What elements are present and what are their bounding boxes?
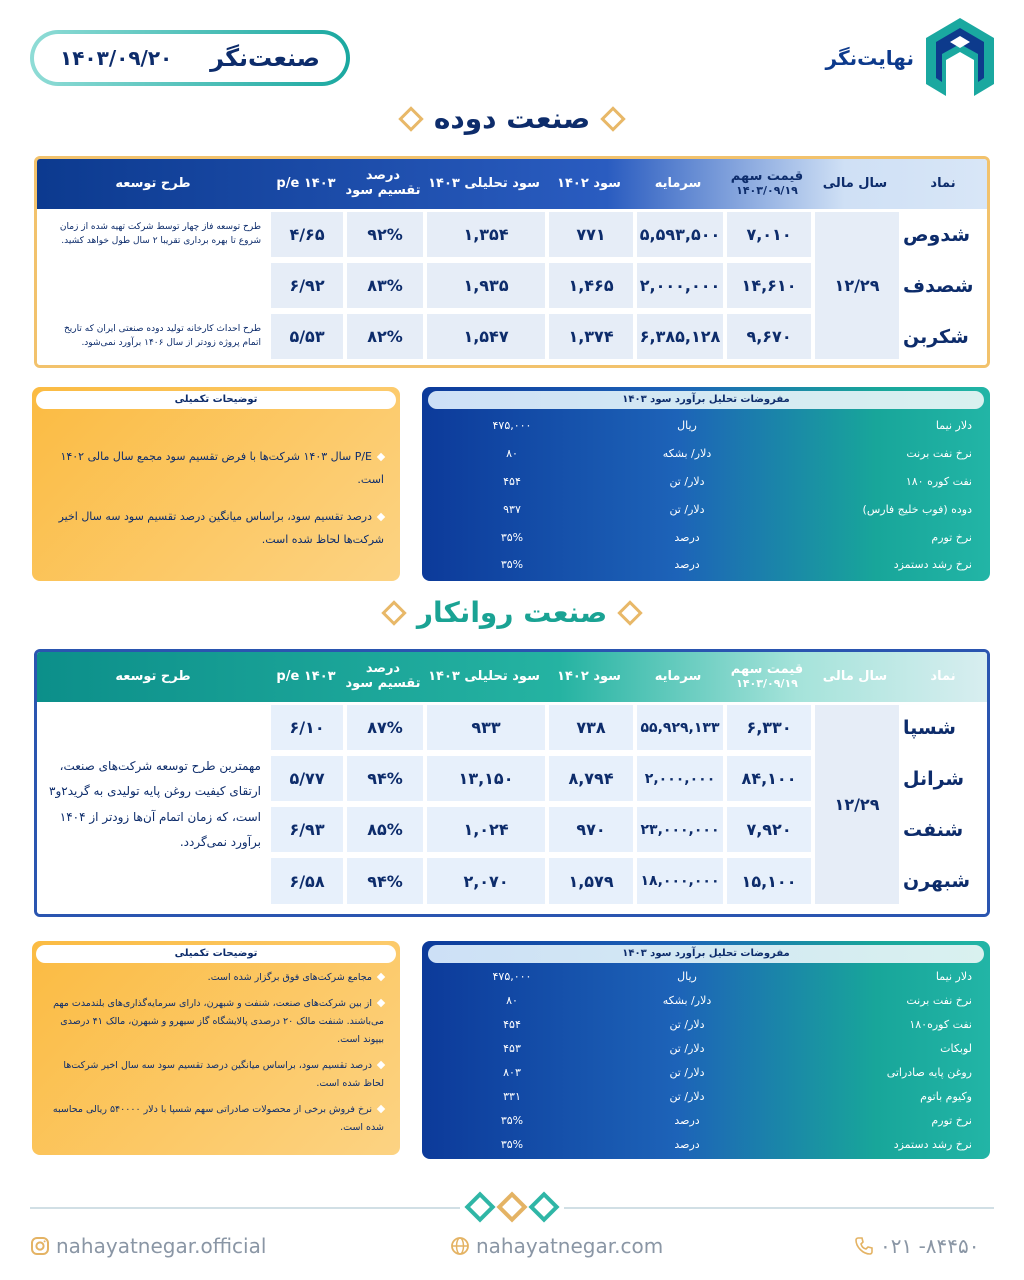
assumptions-box-2 <box>422 941 990 1159</box>
bullet-icon <box>377 999 385 1007</box>
price-cell: ۸۴,۱۰۰ <box>727 756 811 804</box>
price-cell: ۷,۹۲۰ <box>727 807 811 855</box>
dividend-cell: ۸۲% <box>347 314 423 362</box>
col-fiscal-year: سال مالی <box>822 175 888 191</box>
footer-website[interactable] <box>450 1234 663 1258</box>
col-capital: سرمایه <box>654 175 702 191</box>
assumption-value: ۴۵۴ <box>503 1017 521 1031</box>
assumption-row <box>422 468 990 494</box>
plan-cell <box>41 263 267 311</box>
assumption-value: ۳۵% <box>500 1137 524 1151</box>
profit-1402-cell: ۱,۴۶۵ <box>549 263 633 311</box>
assumption-label: دلار نیما <box>935 969 972 983</box>
assumption-row <box>422 1059 990 1085</box>
assumption-label: نفت کوره۱۸۰ <box>909 1017 972 1031</box>
section2-title <box>0 596 1024 629</box>
assumptions-box-1 <box>422 387 990 581</box>
assumption-unit: دلار/ تن <box>669 1065 705 1079</box>
analytic-profit-cell: ۹۳۳ <box>427 705 545 753</box>
dividend-cell: ۹۴% <box>347 858 423 907</box>
profit-1402-cell: ۱,۵۷۹ <box>549 858 633 907</box>
assumption-row <box>422 524 990 550</box>
note-text: مجامع شرکت‌های فوق برگزار شده است. <box>207 972 372 983</box>
assumption-value: ۳۵% <box>500 530 524 544</box>
brand <box>800 14 1000 102</box>
note-item <box>44 1057 388 1093</box>
assumption-row <box>422 1107 990 1133</box>
diamond-icon <box>617 600 642 625</box>
symbol-cell: شبهرن <box>903 858 987 907</box>
assumption-row <box>422 440 990 466</box>
diamond-icon <box>398 106 423 131</box>
pe-cell: ۶/۹۲ <box>271 263 343 311</box>
assumption-row <box>422 987 990 1013</box>
phone-icon <box>854 1236 874 1256</box>
assumption-label: نرخ تورم <box>931 1113 972 1127</box>
profit-1402-cell: ۱,۳۷۴ <box>549 314 633 362</box>
bullet-icon <box>377 453 385 461</box>
note-text: درصد تقسیم سود، براساس میانگین درصد تقسیم سود سه سال اخیر شرکت‌ها لحاظ شده است. <box>58 510 384 547</box>
analytic-profit-cell: ۲,۰۷۰ <box>427 858 545 907</box>
profit-1402-cell: ۸,۷۹۴ <box>549 756 633 804</box>
col-fiscal-year: سال مالی <box>822 668 888 684</box>
assumption-row <box>422 496 990 522</box>
assumption-value: ۹۳۷ <box>503 502 521 516</box>
note-item <box>44 1101 388 1137</box>
phone-number[interactable]: ۰۲۱ -۸۴۴۵۰ <box>880 1234 980 1258</box>
title-pill <box>30 30 350 86</box>
footer-divider <box>564 1207 994 1209</box>
assumption-label: نفت کوره ۱۸۰ <box>905 474 972 488</box>
analytic-profit-cell: ۱,۰۲۴ <box>427 807 545 855</box>
table-body <box>37 209 987 365</box>
assumptions-title: مفروضات تحلیل برآورد سود ۱۴۰۳ <box>428 391 984 409</box>
assumption-label: نرخ نفت برنت <box>906 993 972 1007</box>
assumption-value: ۴۵۳ <box>503 1041 521 1055</box>
assumption-unit: دلار/ تن <box>669 1041 705 1055</box>
dividend-cell: ۸۳% <box>347 263 423 311</box>
notes-title: توضیحات تکمیلی <box>36 945 396 963</box>
col-profit-1402: سود ۱۴۰۲ <box>557 175 621 191</box>
assumption-value: ۳۵% <box>500 1113 524 1127</box>
notes-box-2 <box>32 941 400 1155</box>
assumption-row <box>422 1011 990 1037</box>
assumption-unit: درصد <box>674 1137 700 1151</box>
assumption-unit: درصد <box>674 530 700 544</box>
table-header <box>37 652 987 702</box>
instagram-icon <box>30 1236 50 1256</box>
col-capital: سرمایه <box>654 668 702 684</box>
capital-cell: ۵۵,۹۲۹,۱۳۳ <box>637 705 723 753</box>
pe-cell: ۶/۹۳ <box>271 807 343 855</box>
symbol-cell: شرانل <box>903 756 987 804</box>
capital-cell: ۲,۰۰۰,۰۰۰ <box>637 756 723 804</box>
assumption-value: ۳۳۱ <box>503 1089 521 1103</box>
plan-cell: طرح توسعه فاز چهار توسط شرکت تهیه شده از زمان شروع تا بهره برداری تقریبا ۲ سال طول خواهد کشید. <box>41 212 267 260</box>
bullet-icon <box>377 973 385 981</box>
assumption-label: دوده (فوب خلیج فارس) <box>862 502 972 516</box>
assumption-unit: دلار/ تن <box>669 502 705 516</box>
price-cell: ۷,۰۱۰ <box>727 212 811 260</box>
note-item <box>44 445 388 491</box>
symbol-cell: شنفت <box>903 807 987 855</box>
assumption-label: روغن پایه صادراتی <box>886 1065 972 1079</box>
assumption-unit: ریال <box>677 969 697 983</box>
fiscal-year-cell: ۱۲/۲۹ <box>815 705 899 907</box>
bullet-icon <box>377 1061 385 1069</box>
symbol-cell: شدوص <box>903 212 987 260</box>
capital-cell: ۱۸,۰۰۰,۰۰۰ <box>637 858 723 907</box>
fiscal-year-cell: ۱۲/۲۹ <box>815 212 899 362</box>
symbol-cell: شصدف <box>903 263 987 311</box>
capital-cell: ۲,۰۰۰,۰۰۰ <box>637 263 723 311</box>
price-cell: ۹,۶۷۰ <box>727 314 811 362</box>
assumption-value: ۴۵۴ <box>503 474 521 488</box>
col-analytic-profit: سود تحلیلی ۱۴۰۳ <box>428 175 540 191</box>
note-text: P/E سال ۱۴۰۳ شرکت‌ها با فرض تقسیم سود مجمع سال مالی ۱۴۰۲ است. <box>60 450 384 487</box>
col-price-label: قیمت سهم <box>730 169 804 185</box>
note-item <box>44 995 388 1049</box>
capital-cell: ۵,۵۹۳,۵۰۰ <box>637 212 723 260</box>
profit-1402-cell: ۷۳۸ <box>549 705 633 753</box>
page-date: ۱۴۰۳/۰۹/۲۰ <box>60 46 173 70</box>
note-text: نرخ فروش برخی از محصولات صادراتی سهم شسپا با دلار ۵۴۰۰۰۰ ریالی محاسبه شده است. <box>52 1104 384 1134</box>
assumption-row <box>422 1035 990 1061</box>
pe-cell: ۵/۷۷ <box>271 756 343 804</box>
col-profit-1402: سود ۱۴۰۲ <box>557 668 621 684</box>
assumption-unit: دلار/ بشکه <box>662 446 712 460</box>
capital-cell: ۲۳,۰۰۰,۰۰۰ <box>637 807 723 855</box>
website-link[interactable]: nahayatnegar.com <box>476 1234 664 1258</box>
assumption-label: نرخ رشد دستمزد <box>893 557 972 571</box>
brand-logo-icon <box>920 14 1000 102</box>
assumption-row <box>422 1083 990 1109</box>
table-header <box>37 159 987 209</box>
assumption-unit: دلار/ بشکه <box>662 993 712 1007</box>
col-price <box>723 652 811 702</box>
col-analytic-profit: سود تحلیلی ۱۴۰۳ <box>428 668 540 684</box>
profit-1402-cell: ۷۷۱ <box>549 212 633 260</box>
pe-cell: ۶/۱۰ <box>271 705 343 753</box>
analytic-profit-cell: ۱,۹۳۵ <box>427 263 545 311</box>
section1-title-text: صنعت دوده <box>433 102 591 135</box>
assumptions-title: مفروضات تحلیل برآورد سود ۱۴۰۳ <box>428 945 984 963</box>
assumption-value: ۴۷۵,۰۰۰ <box>492 969 532 983</box>
profit-1402-cell: ۹۷۰ <box>549 807 633 855</box>
assumption-value: ۸۰۳ <box>503 1065 521 1079</box>
assumption-row <box>422 412 990 438</box>
capital-cell: ۶,۳۸۵,۱۲۸ <box>637 314 723 362</box>
assumption-row <box>422 963 990 989</box>
dividend-cell: ۹۴% <box>347 756 423 804</box>
table-carbon-black <box>34 156 990 368</box>
diamond-icon <box>381 600 406 625</box>
footer-divider <box>30 1207 460 1209</box>
assumption-value: ۸۰ <box>506 446 518 460</box>
col-plan: طرح توسعه <box>115 175 191 191</box>
footer-phone[interactable] <box>854 1234 980 1258</box>
section1-title <box>0 102 1024 135</box>
assumption-row <box>422 1131 990 1157</box>
assumption-label: دلار نیما <box>935 418 972 432</box>
notes-box-1 <box>32 387 400 581</box>
notes-title: توضیحات تکمیلی <box>36 391 396 409</box>
note-item <box>44 969 388 987</box>
note-text: درصد تقسیم سود، براساس میانگین درصد تقسیم سود سه سال اخیر شرکت‌ها لحاظ شده است. <box>63 1060 384 1090</box>
assumption-label: لوبکات <box>940 1041 972 1055</box>
bullet-icon <box>377 513 385 521</box>
pe-cell: ۴/۶۵ <box>271 212 343 260</box>
col-dividend: درصد تقسیم سود <box>345 168 421 198</box>
col-dividend: درصد تقسیم سود <box>345 661 421 691</box>
assumption-label: وکیوم باتوم <box>920 1089 972 1103</box>
instagram-handle[interactable]: nahayatnegar.official <box>56 1234 267 1258</box>
col-plan: طرح توسعه <box>115 668 191 684</box>
analytic-profit-cell: ۱,۵۴۷ <box>427 314 545 362</box>
assumption-label: نرخ نفت برنت <box>906 446 972 460</box>
col-symbol: نماد <box>930 175 956 191</box>
col-price-date: ۱۴۰۳/۰۹/۱۹ <box>736 184 798 198</box>
diamond-icon <box>496 1191 527 1222</box>
pe-cell: ۵/۵۳ <box>271 314 343 362</box>
col-pe: p/e ۱۴۰۳ <box>276 668 336 684</box>
price-cell: ۱۵,۱۰۰ <box>727 858 811 907</box>
analytic-profit-cell: ۱,۳۵۴ <box>427 212 545 260</box>
col-price <box>723 159 811 209</box>
symbol-cell: شسپا <box>903 705 987 753</box>
page-title: صنعت‌نگر <box>210 44 320 72</box>
table-lubricants <box>34 649 990 917</box>
plan-cell: مهمترین طرح توسعه شرکت‌های صنعت، ارتقای کیفیت روغن پایه تولیدی به گرید۲و۳ است، که زمان اتمام آن‌ها زودتر از ۱۴۰۴ برآورد نمی‌گردد. <box>41 705 267 907</box>
plan-cell: طرح احداث کارخانه تولید دوده صنعتی ایران که تاریخ اتمام پروژه زودتر از سال ۱۴۰۶ برآورد نمی‌شود. <box>41 314 267 362</box>
assumption-unit: دلار/ تن <box>669 1017 705 1031</box>
diamond-icon <box>528 1191 559 1222</box>
diamond-icon <box>464 1191 495 1222</box>
price-cell: ۶,۳۳۰ <box>727 705 811 753</box>
assumption-unit: درصد <box>674 1113 700 1127</box>
assumption-unit: دلار/ تن <box>669 474 705 488</box>
dividend-cell: ۹۲% <box>347 212 423 260</box>
analytic-profit-cell: ۱۳,۱۵۰ <box>427 756 545 804</box>
brand-name: نهایت‌نگر <box>825 46 914 70</box>
col-price-date: ۱۴۰۳/۰۹/۱۹ <box>736 677 798 691</box>
assumption-value: ۸۰ <box>506 993 518 1007</box>
assumption-unit: ریال <box>677 418 697 432</box>
assumption-label: نرخ تورم <box>931 530 972 544</box>
col-price-label: قیمت سهم <box>730 662 804 678</box>
price-cell: ۱۴,۶۱۰ <box>727 263 811 311</box>
col-symbol: نماد <box>930 668 956 684</box>
assumption-unit: دلار/ تن <box>669 1089 705 1103</box>
assumption-label: نرخ رشد دستمزد <box>893 1137 972 1151</box>
dividend-cell: ۸۵% <box>347 807 423 855</box>
assumption-value: ۳۵% <box>500 557 524 571</box>
section2-title-text: صنعت روانکار <box>416 596 608 629</box>
globe-icon <box>450 1236 470 1256</box>
symbol-cell: شکربن <box>903 314 987 362</box>
note-text: از بین شرکت‌های صنعت، شنفت و شبهرن، دارای سرمایه‌گذاری‌های بلندمدت مهم می‌باشند. شنفت مالک ۲۰ درصدی پالایشگاه گاز سیهرو و شبهرن، مالک ۴۱ درصدی بیپوند است. <box>53 998 384 1046</box>
bullet-icon <box>377 1105 385 1113</box>
assumption-unit: درصد <box>674 557 700 571</box>
table-body <box>37 702 987 914</box>
col-pe: p/e ۱۴۰۳ <box>276 175 336 191</box>
assumption-value: ۴۷۵,۰۰۰ <box>492 418 532 432</box>
footer-instagram[interactable] <box>30 1234 266 1258</box>
assumption-row <box>422 551 990 577</box>
dividend-cell: ۸۷% <box>347 705 423 753</box>
note-item <box>44 505 388 551</box>
pe-cell: ۶/۵۸ <box>271 858 343 907</box>
diamond-icon <box>600 106 625 131</box>
